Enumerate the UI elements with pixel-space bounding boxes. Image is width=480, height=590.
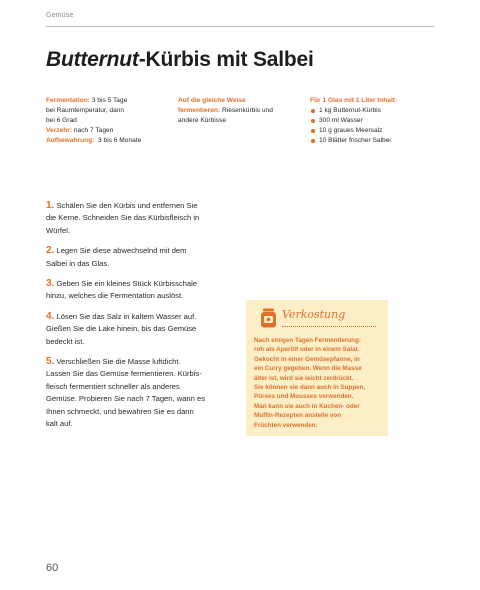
step-text: Schälen Sie den Kürbis und entfernen Sie <box>56 201 198 210</box>
tip-line: ein Curry gegeben. Wenn die Masse <box>254 365 362 373</box>
section-label: Gemüse <box>46 12 74 19</box>
steps <box>46 200 242 439</box>
step-number: 4. <box>46 310 55 322</box>
ingredient-item: 1 kg Butternut-Kürbis <box>310 106 440 116</box>
same-way-label-1: Auf die gleiche Weise <box>178 97 246 104</box>
step-number: 5. <box>46 356 55 368</box>
tip-line: Muffin-Rezepten anstelle von <box>254 412 342 420</box>
step-number: 3. <box>46 278 55 290</box>
tip-line: älter ist, wird sie leicht zerdrückt. <box>254 374 354 382</box>
ingredients-list <box>310 106 440 146</box>
recipe-title <box>46 48 314 72</box>
step-text: kalt auf. <box>46 419 73 429</box>
step-text: die Kerne. Schneiden Sie das Kürbisfleisch in <box>46 213 200 223</box>
fermentation-line-3: bei 6 Grad <box>46 117 77 124</box>
tip-line: roh als Aperitif oder in einem Salat. <box>254 346 360 354</box>
step-4 <box>46 311 242 348</box>
step-text: fleisch fermentiert schneller als anderes <box>46 381 180 391</box>
step-text: hinzu, welches die Fermentation auslöst. <box>46 291 184 301</box>
step-text: Gemüse. Probieren Sie nach 7 Tagen, wann es <box>46 394 206 404</box>
verzehr-value: nach 7 Tagen <box>73 127 114 134</box>
step-text: Geben Sie ein kleines Stück Kürbisschale <box>56 279 198 289</box>
step-2 <box>46 245 242 270</box>
ingredient-item: 10 Blätter frischer Salbei <box>310 136 440 146</box>
ingredient-item: 10 g graues Meersalz <box>310 126 440 136</box>
step-5 <box>46 356 242 430</box>
step-number: 1. <box>46 200 55 211</box>
fermentation-line-1: 3 bis 5 Tage <box>91 97 128 104</box>
fermentation-line-2: bei Raumtemperatur, dann <box>46 107 125 114</box>
step-1 <box>46 200 242 237</box>
title-italic-part: Butternut <box>46 48 139 71</box>
tip-title: Verkostung <box>282 308 346 321</box>
tip-title-underline <box>282 326 376 327</box>
tip-line: Sie können sie dann auch in Suppen, <box>254 384 366 392</box>
verzehr-label: Verzehr: <box>46 127 73 134</box>
step-text: Salbei in das Glas. <box>46 258 110 268</box>
step-text: bedeckt ist. <box>46 336 85 346</box>
same-way-value-2: andere Kürbisse <box>178 117 227 124</box>
step-text: Lassen Sie das Gemüse fermentieren. Kürbis- <box>46 369 202 379</box>
tip-line: Man kann sie auch in Kuchen- oder <box>254 402 360 410</box>
step-3 <box>46 278 242 303</box>
ingredients <box>310 96 440 146</box>
step-text: Verschließen Sie die Masse luftdicht. <box>56 357 181 367</box>
same-way-info <box>178 96 306 126</box>
header-divider <box>46 26 434 27</box>
jar-icon <box>260 308 277 328</box>
step-text: Gießen Sie die Lake hinein, bis das Gemüse <box>46 324 197 334</box>
ingredients-heading: Für 1 Glas mit 1 Liter Inhalt: <box>310 97 398 104</box>
step-text: Lösen Sie das Salz in kaltem Wasser auf. <box>56 311 197 321</box>
tip-line: Früchten verwenden. <box>254 421 318 429</box>
fermentation-label: Fermentation: <box>46 97 90 104</box>
tip-line: Pürees und Mousses verwenden. <box>254 393 354 401</box>
title-rest: -Kürbis mit Salbei <box>138 48 314 71</box>
tip-text <box>254 336 386 430</box>
tip-line: Gekocht in einer Gemüsepfanne, in <box>254 355 360 363</box>
same-way-value-1: Riesenkürbis und <box>221 107 273 114</box>
step-text: Ihnen schmeckt, und bewahren Sie es dann <box>46 406 194 416</box>
tasting-tip-box <box>246 300 388 436</box>
aufbewahrung-label: Aufbewahrung: <box>46 137 95 144</box>
ingredient-item: 300 ml Wasser <box>310 116 440 126</box>
step-text: Legen Sie diese abwechselnd mit dem <box>56 246 187 256</box>
page-number: 60 <box>46 562 59 574</box>
step-number: 2. <box>46 245 55 257</box>
fermentation-info <box>46 96 174 146</box>
same-way-label-2: fermentieren: <box>178 107 221 114</box>
step-text: Würfel. <box>46 225 71 235</box>
aufbewahrung-value: 3 bis 6 Monate <box>98 137 142 144</box>
tip-line: Nach einigen Tagen Fermentierung: <box>254 337 361 344</box>
